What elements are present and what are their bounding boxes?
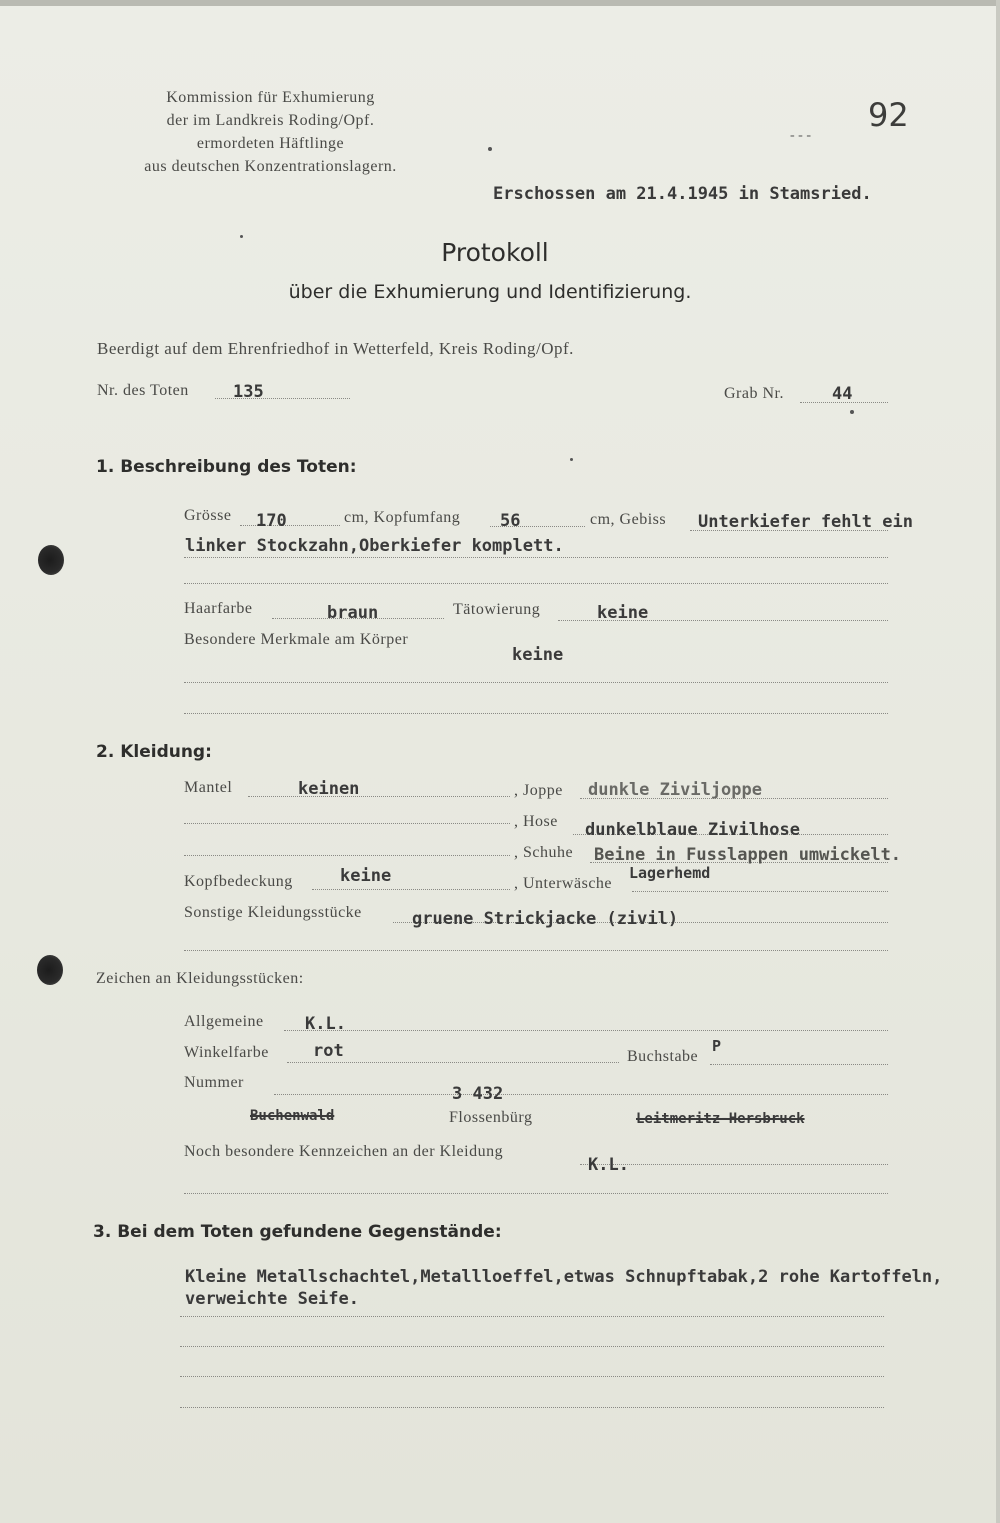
other-clothes-label: Sonstige Kleidungsstücke	[184, 904, 362, 921]
jacket-value: dunkle Ziviljoppe	[588, 780, 762, 800]
jacket-label-text: Joppe	[523, 782, 563, 799]
camp-buchenwald: Buchenwald	[250, 1108, 335, 1124]
tattoo-label: Tätowierung	[453, 601, 541, 618]
further-marks-label: Noch besondere Kennzeichen an der Kleidung	[184, 1143, 504, 1160]
page-right-edge	[996, 0, 1000, 1523]
items-line	[180, 1316, 884, 1317]
letter-value: P	[712, 1037, 722, 1055]
teeth-line-2	[184, 557, 888, 558]
header-line: aus deutschen Konzentrationslagern.	[144, 158, 397, 175]
coat-label: Mantel	[184, 779, 233, 796]
dead-no-value: 135	[233, 382, 264, 402]
jacket-label: , Joppe	[514, 782, 563, 799]
marks-line-1	[184, 682, 888, 683]
punch-hole-top	[38, 545, 64, 575]
other-clothes-value: gruene Strickjacke (zivil)	[412, 909, 679, 929]
general-mark-line	[284, 1030, 888, 1031]
grave-label: Grab Nr.	[724, 385, 784, 402]
headwear-label: Kopfbedeckung	[184, 873, 293, 890]
hair-value: braun	[327, 603, 379, 623]
trousers-value: dunkelblaue Zivilhose	[585, 820, 800, 840]
camp-third: Leitmeritz-Hersbruck	[636, 1111, 805, 1127]
ink-speck	[488, 147, 492, 151]
teeth-value-1: Unterkiefer fehlt ein	[698, 512, 913, 532]
items-blank-line-2	[180, 1376, 884, 1377]
section2-heading: 2. Kleidung:	[96, 742, 212, 762]
pencil-marks: - - -	[790, 128, 811, 143]
page-top-edge	[0, 0, 1000, 6]
further-marks-value: K.L.	[588, 1155, 629, 1175]
items-blank-line-3	[180, 1407, 884, 1408]
shoes-value: Beine in Fusslappen umwickelt.	[594, 845, 902, 865]
grave-value: 44	[832, 384, 853, 404]
camp-flossenbuerg: Flossenbürg	[449, 1109, 533, 1126]
items-blank-line-1	[180, 1346, 884, 1347]
punch-hole-bottom	[37, 955, 63, 985]
section3-heading: 3. Bei dem Toten gefundene Gegenstände:	[93, 1222, 502, 1242]
header-line: Kommission für Exhumierung	[166, 89, 375, 106]
height-line	[240, 525, 340, 526]
letter-label: Buchstabe	[627, 1048, 699, 1065]
ink-speck	[850, 410, 854, 414]
marks-label: Besondere Merkmale am Körper	[184, 631, 409, 648]
underwear-label-text: Unterwäsche	[523, 875, 613, 892]
items-line-2: verweichte Seife.	[185, 1289, 359, 1309]
letter-line	[710, 1064, 888, 1065]
commission-header	[118, 86, 423, 178]
number-label: Nummer	[184, 1074, 244, 1091]
header-line: der im Landkreis Roding/Opf.	[166, 112, 375, 129]
dead-no-label: Nr. des Toten	[97, 382, 189, 399]
shot-note: Erschossen am 21.4.1945 in Stamsried.	[493, 184, 872, 204]
hair-label: Haarfarbe	[184, 600, 253, 617]
underwear-label: , Unterwäsche	[514, 875, 613, 892]
shoes-left-line	[184, 855, 510, 856]
section1-heading: 1. Beschreibung des Toten:	[96, 457, 357, 477]
page-number: 92	[868, 96, 909, 134]
head-unit-label: cm, Kopfumfang	[344, 509, 461, 526]
marks-line-2	[184, 713, 888, 714]
teeth-label: cm, Gebiss	[590, 511, 667, 528]
shoes-label-text: Schuhe	[523, 844, 574, 861]
coat-line	[248, 796, 510, 797]
headwear-value: keine	[340, 866, 392, 886]
items-line-1: Kleine Metallschachtel,Metallloeffel,etwas Schnupftabak,2 rohe Kartoffeln,	[185, 1267, 943, 1287]
ink-speck	[570, 458, 573, 461]
coat-value: keinen	[298, 779, 360, 799]
head-value: 56	[500, 511, 521, 531]
page-title: Protokoll	[441, 238, 549, 267]
trousers-label: , Hose	[514, 813, 558, 830]
page-subtitle: über die Exhumierung und Identifizierung.	[288, 281, 692, 303]
burial-line: Beerdigt auf dem Ehrenfriedhof in Wetterfeld, Kreis Roding/Opf.	[97, 339, 574, 358]
marks-blank-line	[184, 1193, 888, 1194]
shoes-label: , Schuhe	[514, 844, 574, 861]
marks-value: keine	[512, 645, 564, 665]
height-value: 170	[256, 511, 287, 531]
general-mark-value: K.L.	[305, 1014, 346, 1034]
triangle-color-line	[287, 1062, 619, 1063]
header-line: ermordeten Häftlinge	[196, 135, 345, 152]
headwear-line	[312, 889, 510, 890]
height-label: Grösse	[184, 507, 232, 524]
underwear-value: Lagerhemd	[629, 864, 711, 882]
underwear-line	[632, 891, 888, 892]
trousers-left-line	[184, 823, 510, 824]
trousers-label-text: Hose	[523, 813, 558, 830]
triangle-color-label: Winkelfarbe	[184, 1044, 269, 1061]
general-mark-label: Allgemeine	[184, 1013, 264, 1030]
number-value: 3 432	[452, 1084, 504, 1104]
tattoo-value: keine	[597, 603, 649, 623]
triangle-color-value: rot	[313, 1041, 344, 1061]
number-line	[274, 1094, 888, 1095]
blank-line	[184, 583, 888, 584]
teeth-value-2: linker Stockzahn,Oberkiefer komplett.	[185, 536, 564, 556]
marks-heading: Zeichen an Kleidungsstücken:	[96, 970, 304, 987]
clothes-blank-line	[184, 950, 888, 951]
